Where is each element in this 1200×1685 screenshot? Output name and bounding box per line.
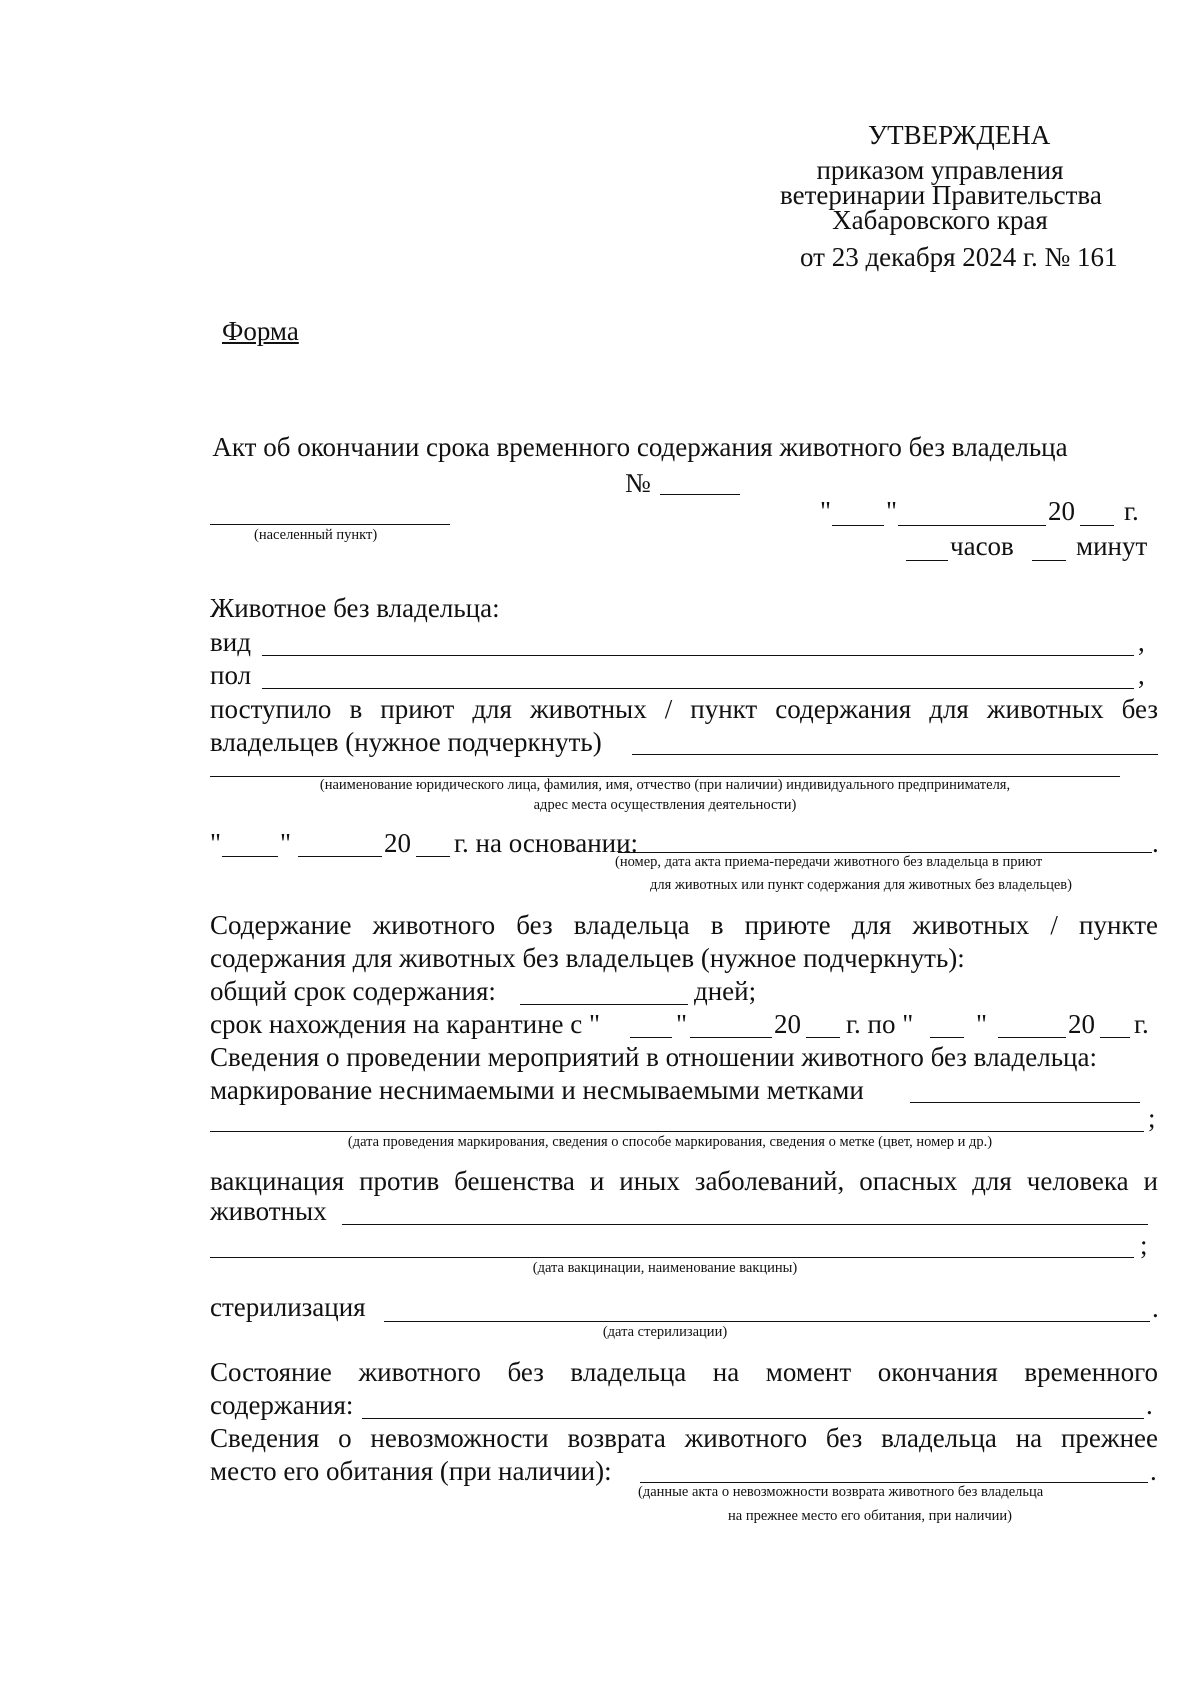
- quarantine-from-day-field[interactable]: [630, 1037, 672, 1038]
- keeping-line-1: Содержание животного без владельца в приюте для животных / пункте: [210, 910, 1158, 940]
- measures-heading: Сведения о проведении мероприятий в отношении животного без владельца:: [210, 1042, 1097, 1072]
- date-month-field[interactable]: [898, 525, 1046, 526]
- return-field[interactable]: [640, 1482, 1148, 1483]
- sex-field[interactable]: [262, 688, 1134, 689]
- kind-comma: ,: [1138, 627, 1145, 657]
- date-year-field[interactable]: [1080, 525, 1114, 526]
- quarantine-from-month-field[interactable]: [690, 1037, 772, 1038]
- received-line-2: владельцев (нужное подчеркнуть): [210, 727, 602, 757]
- approval-date: от 23 декабря 2024 г. № 161: [800, 242, 1118, 272]
- act-number-field[interactable]: [660, 494, 740, 495]
- received-line-1: поступило в приют для животных / пункт содержания для животных без: [210, 694, 1158, 724]
- basis-caption-1: (номер, дата акта приема-передачи животного без владельца в приют: [615, 854, 1043, 870]
- org-caption-1: (наименование юридического лица, фамилия, имя, отчество (при наличии) индивидуального предпринимателя,: [319, 777, 1011, 793]
- approval-line-1: приказом управления: [816, 155, 1064, 185]
- quarantine-to-day-field[interactable]: [930, 1037, 964, 1038]
- basis-text: г. на основании:: [454, 828, 639, 858]
- hours-label: часов: [950, 531, 1014, 561]
- hours-field[interactable]: [906, 560, 948, 561]
- quarantine-to-year-field[interactable]: [1100, 1037, 1130, 1038]
- return-caption-1: (данные акта о невозможности возврата животного без владельца: [638, 1484, 1044, 1500]
- basis-year-prefix: 20: [384, 828, 411, 858]
- vaccination-field-1[interactable]: [342, 1224, 1148, 1225]
- return-dot: .: [1150, 1456, 1157, 1486]
- date-quote-close: ": [886, 496, 898, 526]
- sterilization-caption: (дата стерилизации): [602, 1324, 728, 1340]
- basis-quote-open: ": [210, 828, 222, 858]
- sterilization-dot: .: [1152, 1293, 1159, 1323]
- org-caption-2: адрес места осуществления деятельности): [533, 797, 797, 813]
- basis-quote-close: ": [280, 828, 292, 858]
- approval-line-3: Хабаровского края: [832, 205, 1048, 235]
- marking-field-2[interactable]: [210, 1131, 1144, 1132]
- sterilization-field[interactable]: [384, 1321, 1150, 1322]
- date-year-suffix: г.: [1124, 496, 1139, 526]
- date-year-prefix: 20: [1048, 496, 1075, 526]
- days-label: дней;: [694, 976, 757, 1006]
- basis-dot: .: [1152, 828, 1159, 858]
- quarantine-to-label: г. по ": [846, 1009, 914, 1039]
- condition-dot: .: [1146, 1390, 1153, 1420]
- marking-caption: (дата проведения маркирования, сведения о способе маркирования, сведения о метке (цвет, номер и др.): [347, 1134, 993, 1150]
- condition-line-2: содержания:: [210, 1390, 354, 1420]
- sex-label: пол: [210, 660, 252, 690]
- vaccination-line-2: животных: [210, 1196, 327, 1226]
- minutes-label: минут: [1076, 531, 1148, 561]
- quarantine-from-quote: ": [676, 1009, 688, 1039]
- minutes-field[interactable]: [1032, 560, 1066, 561]
- vaccination-line-1: вакцинация против бешенства и иных заболеваний, опасных для человека и: [210, 1166, 1158, 1196]
- basis-field[interactable]: [618, 852, 1152, 853]
- approval-line-2: ветеринарии Правительства: [780, 180, 1102, 210]
- kind-field[interactable]: [262, 655, 1134, 656]
- sex-comma: ,: [1138, 660, 1145, 690]
- act-number-label: №: [625, 468, 651, 498]
- date-day-field[interactable]: [832, 525, 884, 526]
- quarantine-to-year-prefix: 20: [1068, 1009, 1095, 1039]
- quarantine-to-year-suffix: г.: [1134, 1009, 1149, 1039]
- marking-semicolon: ;: [1148, 1103, 1156, 1133]
- basis-month-field[interactable]: [298, 856, 382, 857]
- kind-label: вид: [210, 627, 251, 657]
- basis-day-field[interactable]: [222, 856, 278, 857]
- total-term-label: общий срок содержания:: [210, 976, 496, 1006]
- basis-year-field[interactable]: [416, 856, 450, 857]
- marking-field-1[interactable]: [910, 1102, 1140, 1103]
- sterilization-label: стерилизация: [210, 1292, 366, 1322]
- return-line-1: Сведения о невозможности возврата животного без владельца на прежнее: [210, 1423, 1158, 1453]
- basis-caption-2: для животных или пункт содержания для животных без владельцев): [650, 877, 1072, 893]
- vaccination-semicolon: ;: [1140, 1230, 1148, 1260]
- total-term-field[interactable]: [520, 1004, 688, 1005]
- form-label: Форма: [222, 316, 299, 346]
- settlement-caption: (населенный пункт): [254, 527, 378, 543]
- keeping-line-2: содержания для животных без владельцев (нужное подчеркнуть):: [210, 943, 965, 973]
- marking-label: маркирование неснимаемыми и несмываемыми метками: [210, 1075, 864, 1105]
- return-caption-2: на прежнее место его обитания, при наличии): [728, 1508, 1012, 1524]
- quarantine-label: срок нахождения на карантине с ": [210, 1009, 601, 1039]
- quarantine-to-month-field[interactable]: [998, 1037, 1066, 1038]
- date-quote-open: ": [820, 496, 832, 526]
- quarantine-from-year-prefix: 20: [774, 1009, 801, 1039]
- org-field-1[interactable]: [632, 754, 1158, 755]
- animal-heading: Животное без владельца:: [210, 593, 500, 623]
- vaccination-field-2[interactable]: [210, 1257, 1134, 1258]
- approved-label: УТВЕРЖДЕНА: [868, 120, 1051, 150]
- quarantine-to-quote: ": [976, 1009, 988, 1039]
- condition-line-1: Состояние животного без владельца на момент окончания временного: [210, 1357, 1158, 1387]
- return-line-2: место его обитания (при наличии):: [210, 1456, 612, 1486]
- vaccination-caption: (дата вакцинации, наименование вакцины): [532, 1260, 798, 1276]
- settlement-field[interactable]: [210, 524, 450, 525]
- document-title: Акт об окончании срока временного содержания животного без владельца: [212, 432, 1068, 462]
- quarantine-from-year-field[interactable]: [806, 1037, 840, 1038]
- condition-field[interactable]: [362, 1418, 1144, 1419]
